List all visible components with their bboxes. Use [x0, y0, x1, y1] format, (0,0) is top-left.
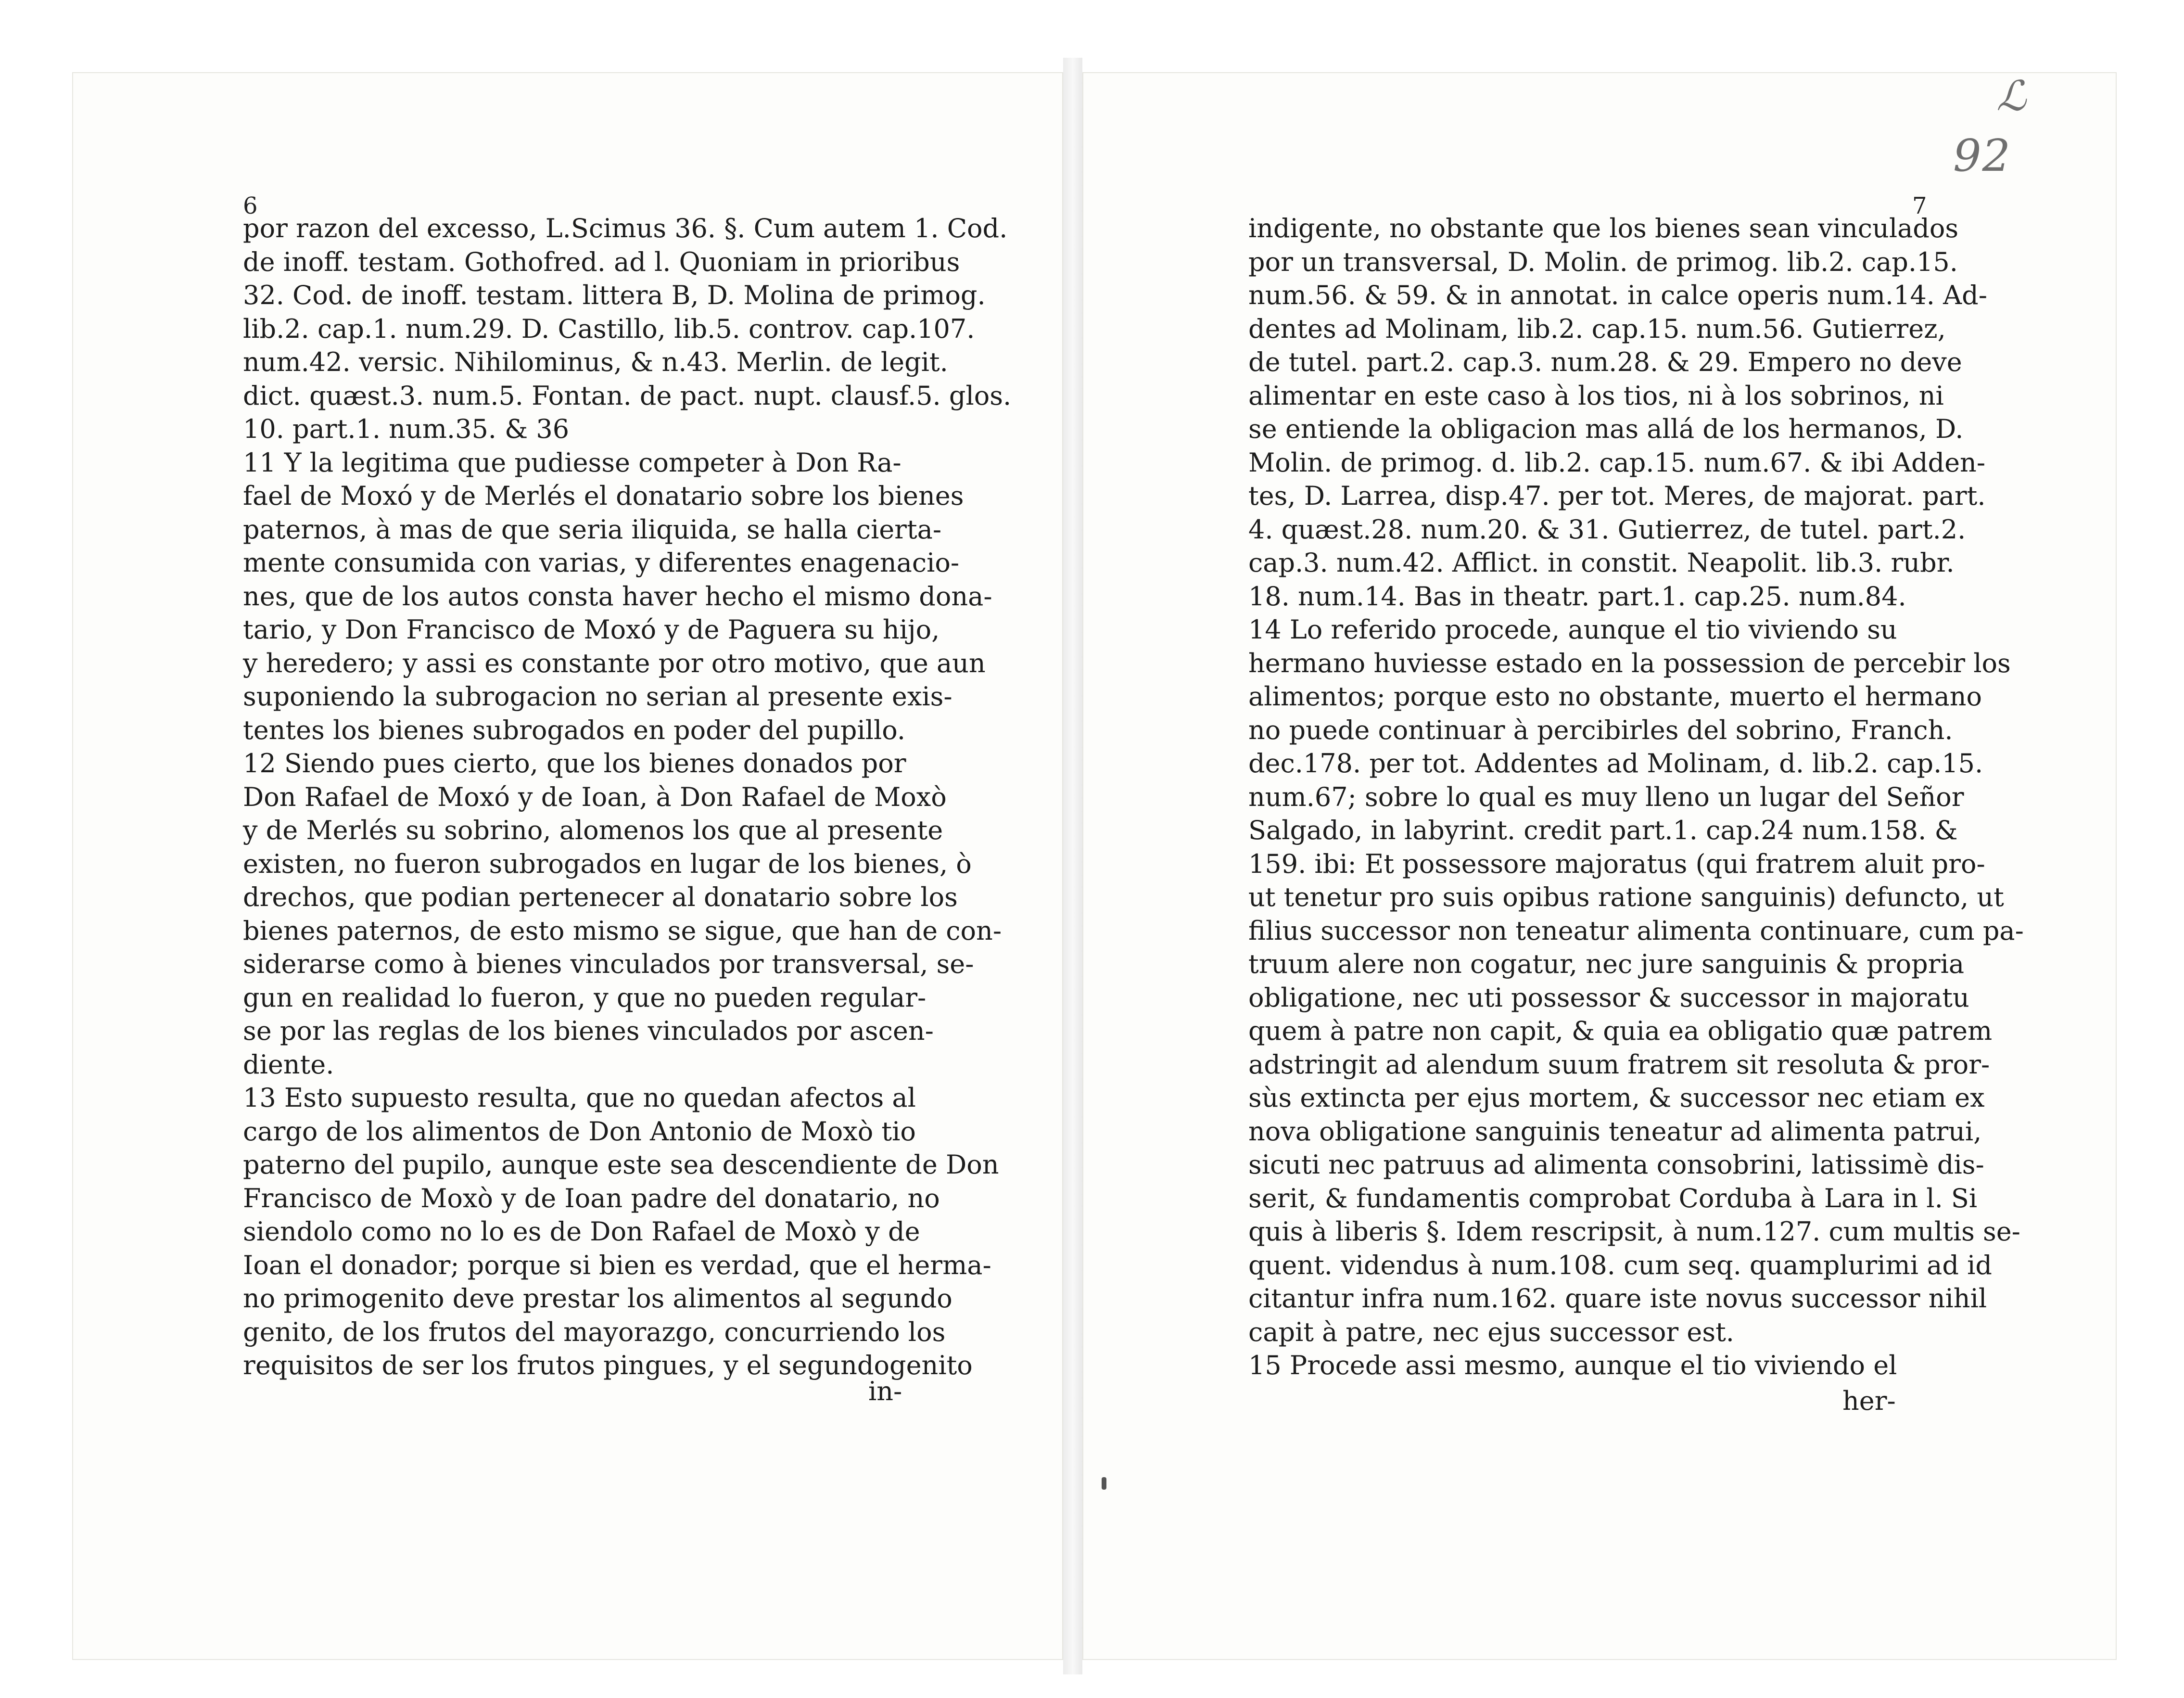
text-line: 159. ibi: Et possessore majoratus (qui fratrem aluit pro-: [1248, 848, 1985, 879]
text-line: truum alere non cogatur, nec jure sanguinis & propria: [1248, 949, 1965, 979]
text-line: y de Merlés su sobrino, alomenos los que al presente: [243, 815, 943, 845]
text-line: por un transversal, D. Molin. de primog. lib.2. cap.15.: [1248, 246, 1958, 277]
text-line: siendolo como no lo es de Don Rafael de Moxò y de: [243, 1216, 920, 1247]
text-line: 11 Y la legitima que pudiesse competer à Don Ra-: [243, 447, 902, 478]
text-line: paterno del pupilo, aunque este sea descendiente de Don: [243, 1149, 999, 1180]
text-line: mente consumida con varias, y diferentes enagenacio-: [243, 548, 960, 578]
text-line: no puede continuar à percibirles del sobrino, Franch.: [1248, 715, 1953, 745]
text-line: adstringit ad alendum suum fratrem sit resoluta & pror-: [1248, 1049, 1990, 1080]
text-line: de inoff. testam. Gothofred. ad l. Quoniam in prioribus: [243, 246, 960, 277]
text-line: dentes ad Molinam, lib.2. cap.15. num.56. Gutierrez,: [1248, 313, 1946, 344]
text-line: Francisco de Moxò y de Ioan padre del donatario, no: [243, 1183, 940, 1213]
text-line: quem à patre non capit, & quia ea obligatio quæ patrem: [1248, 1016, 1993, 1046]
text-line: diente.: [243, 1049, 334, 1080]
text-line: no primogenito deve prestar los alimentos al segundo: [243, 1283, 952, 1314]
text-line: Don Rafael de Moxó y de Ioan, à Don Rafael de Moxò: [243, 781, 947, 812]
text-line: y heredero; y assi es constante por otro motivo, que aun: [243, 648, 986, 678]
text-line: existen, no fueron subrogados en lugar de los bienes, ò: [243, 848, 972, 879]
text-line: Salgado, in labyrint. credit part.1. cap.24 num.158. &: [1248, 815, 1958, 845]
text-line: num.42. versic. Nihilominus, & n.43. Merlin. de legit.: [243, 347, 948, 377]
text-line: bienes paternos, de esto mismo se sigue, que han de con-: [243, 915, 1002, 946]
text-line: paternos, à mas de que seria iliquida, se halla cierta-: [243, 514, 942, 545]
text-line: serit, & fundamentis comprobat Corduba à Lara in l. Si: [1248, 1183, 1978, 1213]
text-line: sicuti nec patruus ad alimenta consobrini, latissimè dis-: [1248, 1149, 1984, 1180]
left-page-number: 6: [243, 192, 258, 219]
text-line: genito, de los frutos del mayorazgo, concurriendo los: [243, 1316, 946, 1347]
folio-number: 92: [1953, 130, 2012, 181]
text-line: drechos, que podian pertenecer al donatario sobre los: [243, 882, 958, 912]
text-line: ut tenetur pro suis opibus ratione sanguinis) defuncto, ut: [1248, 882, 2004, 912]
text-line: hermano huviesse estado en la possession de percebir los: [1248, 648, 2011, 678]
right-catchword: her-: [1842, 1386, 1896, 1416]
text-line: dec.178. per tot. Addentes ad Molinam, d. lib.2. cap.15.: [1248, 748, 1983, 779]
text-line: indigente, no obstante que los bienes sean vinculados: [1248, 213, 1959, 243]
text-line: siderarse como à bienes vinculados por transversal, se-: [243, 949, 974, 979]
text-line: obligatione, nec uti possessor & successor in majoratu: [1248, 982, 1969, 1013]
book-gutter: [1063, 58, 1082, 1674]
text-line: de tutel. part.2. cap.3. num.28. & 29. Empero no deve: [1248, 347, 1962, 377]
text-line: Ioan el donador; porque si bien es verdad, que el herma-: [243, 1250, 991, 1280]
text-line: Molin. de primog. d. lib.2. cap.15. num.67. & ibi Adden-: [1248, 447, 1986, 478]
text-line: se por las reglas de los bienes vinculados por ascen-: [243, 1016, 934, 1046]
text-line: 13 Esto supuesto resulta, que no quedan afectos al: [243, 1083, 916, 1113]
text-line: dict. quæst.3. num.5. Fontan. de pact. nupt. clausf.5. glos.: [243, 380, 1012, 411]
text-line: quent. videndus à num.108. cum seq. quamplurimi ad id: [1248, 1250, 1992, 1280]
text-line: 14 Lo referido procede, aunque el tio viviendo su: [1248, 614, 1897, 645]
text-line: alimentar en este caso à los tios, ni à los sobrinos, ni: [1248, 380, 1944, 411]
text-line: quis à liberis §. Idem rescripsit, à num.127. cum multis se-: [1248, 1216, 2020, 1247]
text-line: cap.3. num.42. Afflict. in constit. Neapolit. lib.3. rubr.: [1248, 548, 1955, 578]
text-line: por razon del excesso, L.Scimus 36. §. Cum autem 1. Cod.: [243, 213, 1008, 243]
text-line: 18. num.14. Bas in theatr. part.1. cap.25. num.84.: [1248, 581, 1906, 612]
text-line: 32. Cod. de inoff. testam. littera B, D. Molina de primog.: [243, 280, 986, 310]
right-page-text: [1248, 212, 2024, 1382]
text-line: tario, y Don Francisco de Moxó y de Paguera su hijo,: [243, 614, 940, 645]
text-line: requisitos de ser los frutos pingues, y el segundogenito: [243, 1350, 973, 1380]
text-line: 12 Siendo pues cierto, que los bienes donados por: [243, 748, 906, 779]
left-page-text: [243, 212, 1012, 1382]
text-line: nova obligatione sanguinis teneatur ad alimenta patrui,: [1248, 1116, 1982, 1147]
text-line: nes, que de los autos consta haver hecho el mismo dona-: [243, 581, 992, 612]
pencil-mark: ℒ: [1996, 72, 2027, 120]
text-line: 15 Procede assi mesmo, aunque el tio viviendo el: [1248, 1350, 1897, 1380]
text-line: suponiendo la subrogacion no serian al presente exis-: [243, 681, 952, 712]
text-line: se entiende la obligacion mas allá de los hermanos, D.: [1248, 414, 1964, 444]
text-line: 4. quæst.28. num.20. & 31. Gutierrez, de tutel. part.2.: [1248, 514, 1966, 545]
text-line: tentes los bienes subrogados en poder del pupillo.: [243, 715, 906, 745]
text-line: 10. part.1. num.35. & 36: [243, 414, 570, 444]
paper-speck: [1102, 1477, 1106, 1490]
text-line: gun en realidad lo fueron, y que no pueden regular-: [243, 982, 927, 1013]
text-line: tes, D. Larrea, disp.47. per tot. Meres, de majorat. part.: [1248, 481, 1986, 511]
text-line: filius successor non teneatur alimenta continuare, cum pa-: [1248, 915, 2024, 946]
left-catchword: in-: [868, 1376, 902, 1406]
text-line: num.67; sobre lo qual es muy lleno un lugar del Señor: [1248, 781, 1964, 812]
text-line: fael de Moxó y de Merlés el donatario sobre los bienes: [243, 481, 964, 511]
right-page-number: 7: [1912, 192, 1927, 219]
text-line: alimentos; porque esto no obstante, muerto el hermano: [1248, 681, 1982, 712]
text-line: lib.2. cap.1. num.29. D. Castillo, lib.5. controv. cap.107.: [243, 313, 975, 344]
text-line: cargo de los alimentos de Don Antonio de Moxò tio: [243, 1116, 916, 1147]
text-line: num.56. & 59. & in annotat. in calce operis num.14. Ad-: [1248, 280, 1987, 310]
text-line: citantur infra num.162. quare iste novus successor nihil: [1248, 1283, 1987, 1314]
text-line: sùs extincta per ejus mortem, & successor nec etiam ex: [1248, 1083, 1985, 1113]
text-line: capit à patre, nec ejus successor est.: [1248, 1316, 1734, 1347]
